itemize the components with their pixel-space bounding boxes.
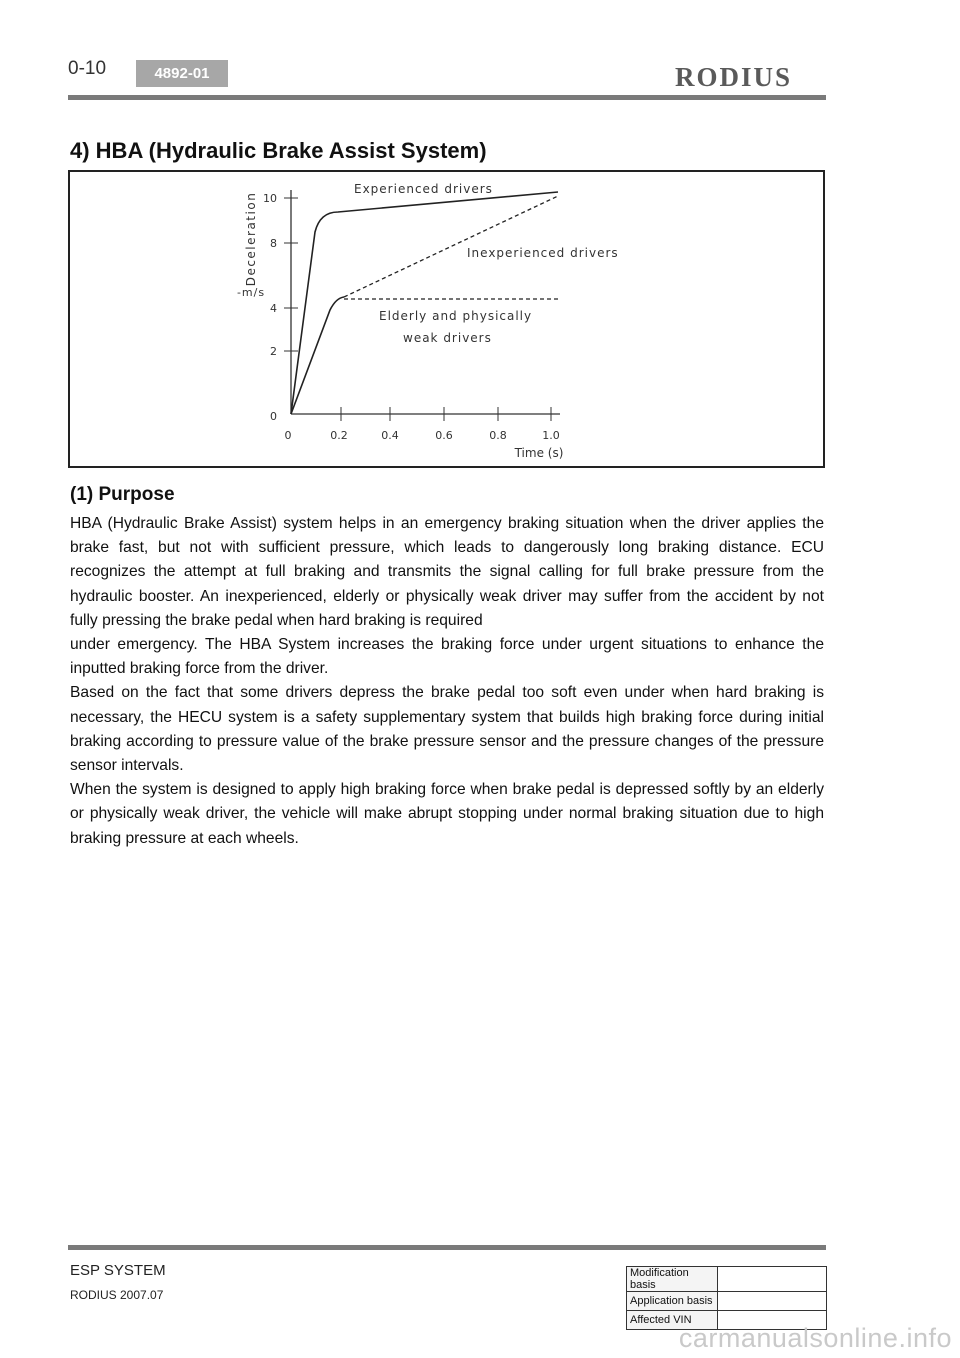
inexperienced-drivers-label: Inexperienced drivers	[467, 246, 619, 260]
x-tick-label: 0	[284, 429, 292, 442]
x-tick-label: 1.0	[542, 429, 560, 442]
hba-deceleration-figure	[68, 170, 825, 468]
experienced-drivers-curve	[291, 192, 558, 414]
x-tick-label: 0.8	[489, 429, 507, 442]
elderly-drivers-label: Elderly and physically	[379, 309, 533, 323]
y-tick-label: 8	[270, 237, 277, 250]
y-tick-label: 10	[263, 192, 277, 205]
footer-system-title: ESP SYSTEM	[70, 1262, 166, 1279]
revision-table	[626, 1266, 827, 1330]
y-tick-label: 0	[270, 410, 277, 423]
paragraph: under emergency. The HBA System increases the braking force under urgent situations to enhance the inputted braking force from the driver.	[70, 636, 824, 678]
doc-code-badge: 4892-01	[136, 60, 228, 87]
x-tick-label: 0.4	[381, 429, 399, 442]
table-label: Application basis	[627, 1292, 718, 1311]
footer-edition: RODIUS 2007.07	[70, 1288, 164, 1302]
section-title: 4) HBA (Hydraulic Brake Assist System)	[70, 138, 487, 163]
y-unit-label: -m/s	[236, 286, 266, 299]
table-row	[627, 1292, 827, 1311]
paragraph: When the system is designed to apply high braking force when brake pedal is depressed softly by an elderly or physically weak driver, the vehicle will make abrupt stopping under normal braking situation due to high braking pressure at each wheels.	[70, 781, 824, 847]
y-ticks	[263, 192, 298, 423]
deceleration-chart	[70, 172, 823, 466]
purpose-heading: (1) Purpose	[70, 484, 175, 505]
y-tick-label: 2	[270, 345, 277, 358]
x-axis-label: Time (s)	[514, 446, 564, 460]
y-axis-label: Deceleration	[244, 191, 258, 287]
table-value	[718, 1292, 827, 1311]
x-ticks	[285, 407, 560, 442]
watermark: carmanualsonline.info	[678, 1323, 952, 1353]
table-value	[718, 1267, 827, 1292]
x-tick-label: 0.6	[435, 429, 453, 442]
experienced-drivers-label: Experienced drivers	[354, 182, 493, 196]
table-label: Affected VIN	[627, 1311, 718, 1330]
footer-rule	[68, 1245, 826, 1250]
paragraph: Based on the fact that some drivers depress the brake pedal too soft even under when hard braking is necessary, the HECU system is a safety supplementary system that builds high braking force during initial braking according to pressure value of the brake pressure sensor and the pressure changes of the pressure sensor intervals.	[70, 684, 824, 775]
elderly-drivers-label-2: weak drivers	[403, 331, 492, 345]
paragraph: HBA (Hydraulic Brake Assist) system helps in an emergency braking situation when the driver applies the brake fast, but not with sufficient pressure, which leads to dangerously long braking distance. ECU recognizes the attempt at full braking and transmits the signal calling for full brake pressure from the hydraulic booster. An inexperienced, elderly or physically weak driver may suffer from the accident by not fully pressing the brake pedal when hard braking is required	[70, 515, 824, 629]
table-row	[627, 1267, 827, 1292]
page-number: 0-10	[68, 58, 107, 79]
purpose-body	[70, 512, 824, 851]
table-label: Modification basis	[627, 1267, 718, 1292]
x-tick-label: 0.2	[330, 429, 348, 442]
y-tick-label: 4	[270, 302, 277, 315]
header-rule	[68, 95, 826, 100]
brand-logo: RODIUS	[675, 62, 793, 92]
